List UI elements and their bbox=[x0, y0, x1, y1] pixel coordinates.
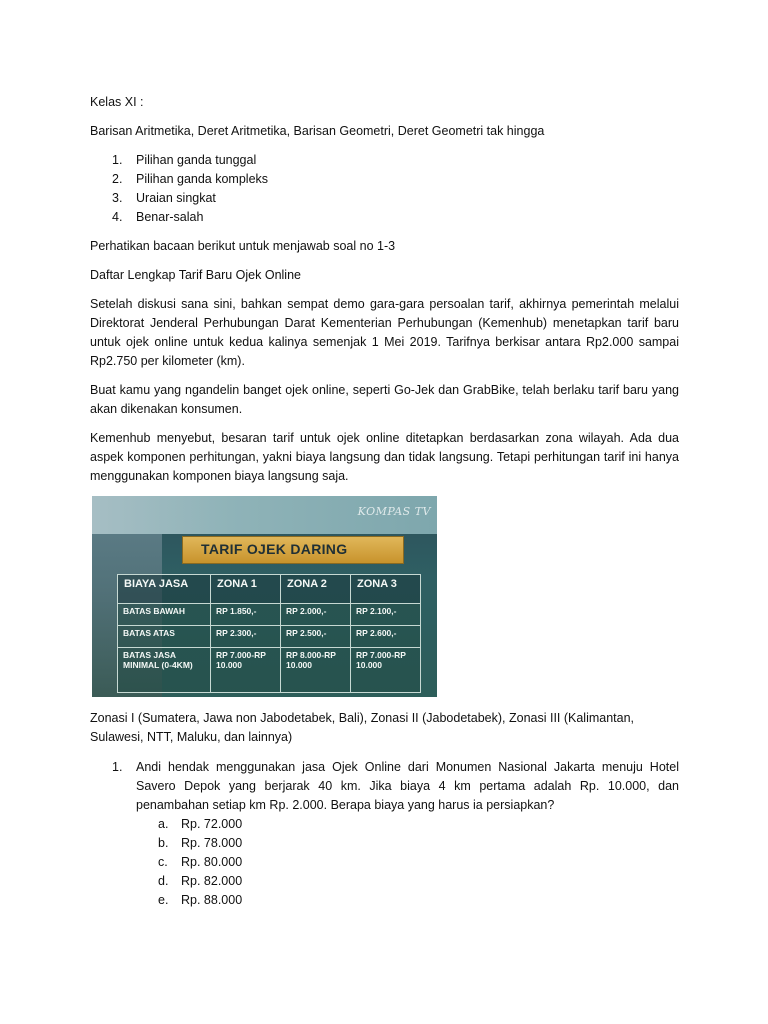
table-row bbox=[118, 626, 421, 648]
tariff-table bbox=[117, 574, 421, 693]
option-letter: c. bbox=[158, 855, 168, 869]
table-cell: RP 2.500,- bbox=[281, 626, 351, 648]
option-letter: a. bbox=[158, 817, 169, 831]
list-number: 2. bbox=[112, 172, 123, 186]
option-value: Rp. 88.000 bbox=[181, 893, 243, 907]
question-1 bbox=[90, 758, 679, 910]
column-header: ZONA 2 bbox=[281, 575, 351, 604]
table-header-row bbox=[118, 575, 421, 604]
zonasi-text: Zonasi I (Sumatera, Jawa non Jabodetabek, Bali), Zonasi II (Jabodetabek), Zonasi III (Kalimantan, Sulawesi, NTT, Maluku, dan lainnya) bbox=[90, 711, 635, 744]
answer-option[interactable] bbox=[158, 834, 679, 853]
question-text: Andi hendak menggunakan jasa Ojek Online dari Monumen Nasional Jakarta menuju Hotel Savero Depok yang berjarak 40 km. Jika biaya 4 km pertama adalah Rp. 10.000, dan penambahan setiap km Rp. 2.000. Berapa biaya yang harus ia persiapkan? bbox=[136, 760, 679, 812]
answer-option[interactable] bbox=[158, 891, 679, 910]
table-cell: BATAS JASA MINIMAL (0-4KM) bbox=[118, 648, 211, 693]
article-paragraph-2: Buat kamu yang ngandelin banget ojek online, seperti Go-Jek dan GrabBike, telah berlaku tarif baru yang akan dikenakan konsumen. bbox=[90, 383, 679, 416]
answer-option[interactable] bbox=[158, 872, 679, 891]
column-header: BIAYA JASA bbox=[118, 575, 211, 604]
banner-title: TARIF OJEK DARING bbox=[201, 541, 348, 557]
topics-line: Barisan Aritmetika, Deret Aritmetika, Barisan Geometri, Deret Geometri tak hingga bbox=[90, 124, 545, 138]
list-number: 3. bbox=[112, 191, 123, 205]
article-paragraph-1: Setelah diskusi sana sini, bahkan sempat demo gara-gara persoalan tarif, akhirnya pemerintah melalui Direktorat Jenderal Perhubungan Darat Kementerian Perhubungan (Kemenhub) menetapkan tarif baru untuk ojek online untuk kedua kalinya semenjak 1 Mei 2019. Tarifnya berkisar antara Rp2.000 sampai Rp2.750 per kilometer (km). bbox=[90, 297, 679, 368]
list-item bbox=[90, 189, 679, 208]
table-cell: RP 7.000-RP 10.000 bbox=[211, 648, 281, 693]
table-cell: RP 2.300,- bbox=[211, 626, 281, 648]
tariff-image bbox=[92, 496, 437, 697]
list-label: Uraian singkat bbox=[136, 191, 216, 205]
list-item bbox=[90, 170, 679, 189]
option-letter: d. bbox=[158, 874, 169, 888]
option-letter: b. bbox=[158, 836, 169, 850]
list-label: Pilihan ganda kompleks bbox=[136, 172, 269, 186]
list-item bbox=[90, 208, 679, 227]
kompas-tv-logo: KOMPAS TV bbox=[357, 505, 431, 518]
table-row bbox=[118, 648, 421, 693]
table-cell: RP 2.100,- bbox=[351, 604, 421, 626]
column-header: ZONA 1 bbox=[211, 575, 281, 604]
answer-option[interactable] bbox=[158, 853, 679, 872]
table-row bbox=[118, 604, 421, 626]
table-cell: RP 2.600,- bbox=[351, 626, 421, 648]
article-title: Daftar Lengkap Tarif Baru Ojek Online bbox=[90, 268, 301, 282]
list-label: Benar-salah bbox=[136, 210, 204, 224]
answer-options bbox=[158, 815, 679, 910]
list-number: 1. bbox=[112, 153, 123, 167]
document-body bbox=[90, 93, 679, 496]
list-item bbox=[90, 151, 679, 170]
table-cell: RP 1.850,- bbox=[211, 604, 281, 626]
option-value: Rp. 72.000 bbox=[181, 817, 243, 831]
question-types-list bbox=[90, 151, 679, 227]
table-cell: BATAS BAWAH bbox=[118, 604, 211, 626]
answer-option[interactable] bbox=[158, 815, 679, 834]
option-value: Rp. 80.000 bbox=[181, 855, 243, 869]
article-paragraph-3: Kemenhub menyebut, besaran tarif untuk ojek online ditetapkan berdasarkan zona wilayah. Ada dua aspek komponen perhitungan, yakni biaya langsung dan tidak langsung. Tetapi perhitungan tarif ini hanya menggunakan komponen biaya langsung saja. bbox=[90, 431, 679, 483]
option-value: Rp. 82.000 bbox=[181, 874, 243, 888]
class-label: Kelas XI : bbox=[90, 95, 144, 109]
table-cell: RP 2.000,- bbox=[281, 604, 351, 626]
table-cell: RP 7.000-RP 10.000 bbox=[351, 648, 421, 693]
column-header: ZONA 3 bbox=[351, 575, 421, 604]
option-value: Rp. 78.000 bbox=[181, 836, 243, 850]
list-number: 4. bbox=[112, 210, 123, 224]
question-number: 1. bbox=[112, 760, 123, 774]
table-cell: RP 8.000-RP 10.000 bbox=[281, 648, 351, 693]
tariff-banner bbox=[182, 536, 404, 564]
list-label: Pilihan ganda tunggal bbox=[136, 153, 257, 167]
table-cell: BATAS ATAS bbox=[118, 626, 211, 648]
instruction-text: Perhatikan bacaan berikut untuk menjawab soal no 1-3 bbox=[90, 239, 396, 253]
option-letter: e. bbox=[158, 893, 169, 907]
